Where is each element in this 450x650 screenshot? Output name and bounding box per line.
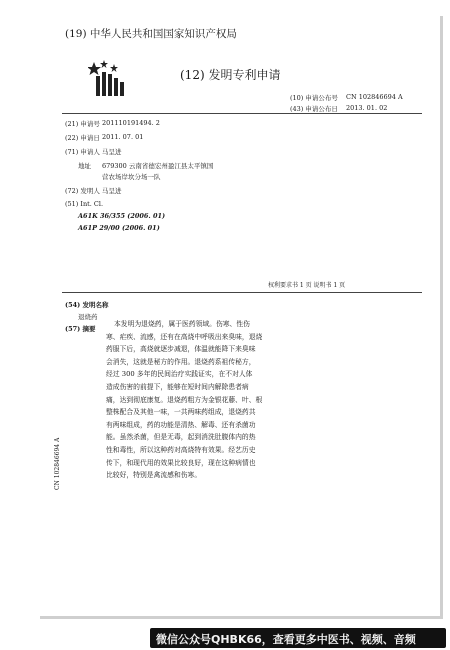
title-label: (54) 发明名称: [65, 301, 109, 309]
app-date: 2011. 07. 01: [102, 133, 144, 141]
cnipa-emblem-icon: [88, 58, 128, 98]
address-label: 地址: [78, 162, 91, 170]
applicant: 马呈进: [102, 148, 122, 156]
pub-date: 2013. 01. 02: [346, 104, 388, 112]
abstract-line: 药服下后，高烧就逐步减退，体温就能降下来臭味: [106, 345, 256, 354]
side-publication-number: CN 102846694 A: [54, 437, 61, 490]
abstract-line: 痛，达到彻底康复。退烧药粗方为金银花藤、叶、根: [106, 395, 263, 404]
page-shadow-right: [440, 16, 443, 616]
abstract-line: 能。虽然杀菌，但是无毒，起到消洗肚腹体内的热: [106, 433, 256, 442]
watermark-banner: [150, 628, 446, 648]
invention-title: 退烧药: [78, 313, 98, 321]
int-cl-1: A61K 36/355 (2006. 01): [78, 212, 166, 220]
header-divider: [62, 113, 422, 114]
inventor: 马呈进: [102, 187, 122, 195]
abstract-line: 有两味组成，药的功能是清热、解毒、还有杀菌功: [106, 420, 256, 429]
inventor-label: (72) 发明人: [65, 187, 100, 195]
abstract-text: [106, 318, 263, 482]
abstract-label: (57) 摘要: [65, 325, 96, 333]
abstract-line: 整株配合及其他一味，一共两味药组成，退烧药共: [106, 408, 256, 417]
document-type: (12) 发明专利申请: [180, 68, 281, 82]
int-cl-label: (51) Int. Cl.: [65, 200, 104, 208]
pub-no: CN 102846694 A: [346, 93, 403, 101]
pages-divider: [62, 292, 422, 293]
int-cl-2: A61P 29/00 (2006. 01): [78, 224, 160, 232]
pub-date-label: (43) 申请公布日: [290, 105, 338, 113]
app-no: 201110191494. 2: [102, 119, 160, 127]
abstract-line: 造成伤害的前提下，能够在短时间内解除患者病: [106, 382, 249, 391]
applicant-label: (71) 申请人: [65, 148, 100, 156]
app-no-label: (21) 申请号: [65, 120, 100, 128]
abstract-line: 寒、疟疾、流感，还有在高烧中呼吸出来臭味，退烧: [106, 332, 263, 341]
abstract-line: 性和毒性，所以这种药对高烧特有效果。经艺历史: [106, 445, 256, 454]
abstract-line: 经过 300 多年的民间治疗实践证实，在不对人体: [106, 370, 253, 379]
app-date-label: (22) 申请日: [65, 134, 100, 142]
document-page: [40, 16, 440, 616]
page-shadow-bottom: [40, 616, 443, 619]
address-line-2: 营农场岸坎分场一队: [102, 173, 161, 181]
abstract-line: 比较好，特别是禽流感和伤寒。: [106, 471, 202, 480]
pub-no-label: (10) 申请公布号: [290, 94, 338, 102]
banner-text: 微信公众号QHBK66，查看更多中医书、视频、音频: [156, 633, 416, 646]
pages-info: 权利要求书 1 页 说明书 1 页: [268, 282, 346, 289]
abstract-line: 本发明为退烧药，属于医药领域。伤寒、性伤: [114, 320, 250, 328]
address-line-1: 679300 云南省德宏州盈江县太平镇国: [102, 162, 214, 170]
abstract-line: 传下，和现代用的效果比较良好，现在这种病情也: [106, 458, 256, 467]
abstract-line: 会消失，这就是秘方的作用。退烧药系祖传秘方，: [106, 357, 256, 366]
issuing-office: (19) 中华人民共和国国家知识产权局: [65, 28, 237, 40]
